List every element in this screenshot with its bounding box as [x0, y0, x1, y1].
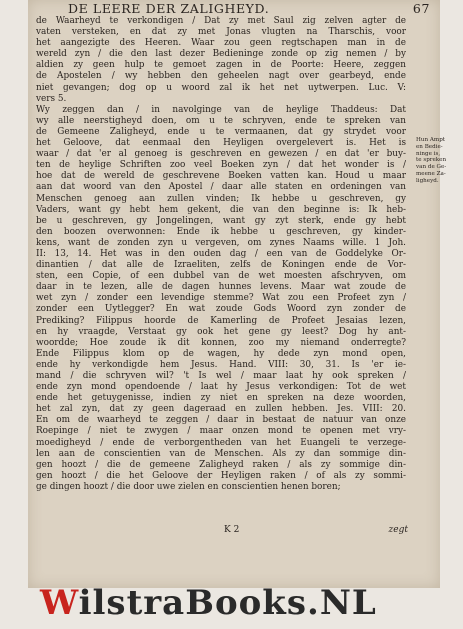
text-line: ende hy verkondigde hem Jesus. Hand. VIII: 30, 31. Is 'er ie- — [36, 359, 406, 370]
text-line: zonder een Uytlegger? En wat zoude Gods Woord zyn zonder de — [36, 304, 406, 315]
watermark-initial: W — [40, 583, 79, 623]
text-line: mand / die schryven wil? 't Is wel / maar laat hy ook spreken / — [36, 371, 406, 381]
text-line: waar / dat 'er al genoeg is geschreven en gewezen / en dat 'er buy- — [36, 149, 406, 160]
book-page — [28, 0, 447, 588]
text-line: de Apostelen / wy hebben den geheelen nagt over gearbeyd, ende — [36, 71, 406, 82]
text-line: be u geschreven, gy Jongelingen, want gy zyt sterk, ende gy hebt — [36, 215, 406, 226]
text-line: aldien zy geen hulp te gemoet zagen in de Poorte: Heere, zeggen — [36, 60, 406, 71]
text-line: de Gemeene Zaligheyd, ende u te vermaanen, dat gy strydet voor — [36, 126, 406, 137]
text-line: vers 5. — [36, 93, 67, 104]
text-line: wereld zyn / die den last dezer Bedieninge zonde op zig nemen / by — [36, 49, 406, 60]
text-line: ende het getuygenisse, indien zy niet en spreken na deze woorden, — [36, 393, 406, 404]
text-line: dinantien / dat alle de Izraeliten, zelfs de Koningen ende de Vor- — [36, 260, 406, 271]
text-line: ten de heylige Schriften zoo veel Boeken zyn / dat het wonder is / — [36, 160, 406, 171]
margin-note-line: ligheyd. — [416, 177, 439, 184]
margin-note-line: ninge is, — [416, 150, 441, 157]
text-line: hoe dat de wereld de geschrevene Boeken vatten kan. Houd u maar — [36, 171, 406, 182]
text-line: moedigheyd / ende de verborgentheden van het Euangeli te verzege- — [36, 437, 406, 448]
text-line: II: 13, 14. Het was in den ouden dag / een van de Goddelyke Or- — [36, 248, 406, 259]
text-line: wy alle neerstigheyd doen, om u te schryven, ende te spreken van — [36, 115, 406, 126]
running-head: DE LEERE DER ZALIGHEYD. — [68, 1, 270, 16]
margin-note-line: meene Za- — [416, 170, 446, 177]
text-line: ende zyn mond opendoende / laat hy Jesus verkondigen: Tot de wet — [36, 382, 406, 393]
margin-note — [416, 137, 456, 185]
text-line: aan dat woord van den Apostel / daar alle staten en ordeningen van — [36, 182, 406, 193]
text-line: Menschen genoeg aan zullen vinden; Ik hebbe u geschreven, gy — [36, 193, 406, 204]
margin-note-line: te spreken — [416, 157, 447, 164]
text-line: Wy zeggen dan / in navolginge van de heylige Thaddeus: Dat — [36, 104, 406, 115]
page-number: 67 — [412, 1, 430, 16]
text-line: Ende Filippus klom op de wagen, hy dede zyn mond open, — [36, 348, 406, 359]
page-header — [68, 1, 430, 15]
page-footer — [28, 525, 412, 539]
text-line: en hy vraagde, Verstaat gy ook het gene gy leest? Dog hy ant- — [36, 326, 406, 337]
text-line: het Geloove, dat eenmaal den Heyligen overgelevert is. Het is — [36, 138, 406, 149]
text-line: gen hoozt / die de gemeene Zaligheyd raken / als zy sommige din- — [36, 459, 406, 470]
text-line: Prediking? Filippus hoorde de Kamerling de Profeet Jesaias lezen, — [36, 315, 406, 326]
text-line: len aan de conscientien van de Menschen. Als zy dan sommige din- — [36, 448, 406, 459]
text-line: vaten versteken, en dat zy met Jonas vlugten na Tharschis, voor — [36, 27, 406, 38]
margin-note-line: Hun Ampt — [416, 137, 446, 143]
text-line: het aangezigte des Heeren. Waar zou geen regtschapen man in de — [36, 38, 406, 49]
text-line: wet zyn / zonder een levendige stemme? Wat zou een Profeet zyn / — [36, 293, 406, 304]
watermark-text: ilstraBooks.NL — [78, 583, 377, 623]
text-line: woordde; Hoe zoude ik dit konnen, zoo my niemand onderregte? — [36, 337, 406, 348]
text-line: de Waarheyd te verkondigen / Dat zy met Saul zig zelven agter de — [36, 16, 406, 26]
text-line: Vaders, want gy hebt hem gekent, die van den beginne is: Ik heb- — [36, 204, 406, 215]
margin-note-line: en Bedie- — [416, 143, 443, 150]
text-line: sten, een Copie, of een dubbel van de wet moesten afschryven, om — [36, 271, 406, 282]
text-line: Roepinge / niet te zwygen / maar onzen mond te openen met vry- — [36, 426, 406, 437]
text-line: het zal zyn, dat zy geen dageraad en zullen hebben. Jes. VIII: 20. — [36, 404, 406, 415]
text-line: kens, want de zonden zyn u vergeven, om zynes Naams wille. 1 Joh. — [36, 237, 406, 248]
text-line: den boozen overwonnen: Ende ik hebbe u geschreven, gy kinder- — [36, 226, 406, 237]
watermark-logo — [40, 583, 440, 623]
text-line: En om de waarheyd te zeggen / daar in bestaat de natuur van onze — [36, 415, 406, 426]
text-line: ge dingen hoozt / die door uwe zielen en conscientien henen boren; — [36, 481, 341, 492]
catchword: zegt — [388, 525, 408, 535]
text-line: daar in te lezen, alle de dagen hunnes levens. Maar wat zoude de — [36, 282, 406, 293]
signature-mark: K 2 — [224, 525, 240, 535]
text-line: gen hoozt / die het Geloove der Heyligen raken / of als zy sommi- — [36, 470, 406, 481]
text-line: niet gevangen; dog op u woord zal ik het net uytwerpen. Luc. V: — [36, 82, 406, 93]
body-text — [36, 16, 406, 493]
margin-note-line: van de Ge- — [416, 164, 447, 171]
